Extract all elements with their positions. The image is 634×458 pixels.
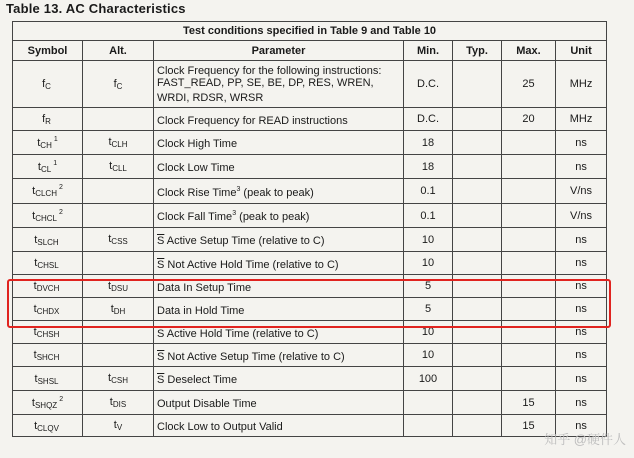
parameter-overbar-signal: $\overline{S}$	[157, 235, 165, 247]
typ-cell	[453, 204, 502, 228]
symbol-base: t	[37, 136, 41, 149]
max-cell: 25	[502, 61, 556, 108]
parameter-suffix: (peak to peak)	[240, 186, 314, 199]
parameter-text: Deselect Time	[164, 374, 238, 386]
min-column-header: Min.	[404, 41, 453, 61]
symbol-subscript: CHDX	[36, 307, 60, 316]
min-cell: 10	[404, 321, 453, 344]
unit-cell: V/ns	[556, 179, 607, 204]
parameter-footnote: 3	[236, 185, 241, 193]
alt-subscript: V	[116, 423, 123, 432]
alt-cell	[83, 391, 154, 415]
parameter-column-header: Parameter	[154, 41, 404, 61]
alt-cell	[83, 204, 154, 228]
symbol-base: t	[34, 419, 38, 432]
parameter-overbar-signal: $\overline{S}$	[157, 374, 165, 386]
table-row	[13, 204, 607, 228]
unit-cell: ns	[556, 155, 607, 179]
parameter-cell	[154, 275, 404, 298]
unit-cell: ns	[556, 131, 607, 155]
max-cell	[502, 275, 556, 298]
symbol-subscript: CH	[40, 140, 52, 150]
table-row	[13, 275, 607, 298]
table-row	[13, 344, 607, 367]
alt-cell	[83, 61, 154, 108]
parameter-cell	[154, 179, 404, 204]
alt-cell	[83, 275, 154, 298]
typ-cell	[453, 108, 502, 131]
alt-base: t	[109, 160, 113, 172]
table-row	[13, 108, 607, 131]
symbol-subscript: CLQV	[37, 423, 59, 433]
parameter-text: Clock Low Time	[157, 162, 235, 174]
table-row	[13, 415, 607, 437]
parameter-cell	[154, 298, 404, 321]
symbol-subscript: SHCH	[36, 353, 60, 362]
symbol-base: t	[33, 280, 37, 292]
max-cell	[502, 367, 556, 391]
symbol-cell	[13, 252, 83, 275]
parameter-overbar-signal: $\overline{S}$	[157, 350, 165, 363]
parameter-text: Clock Frequency for the following instructions: FAST_READ, PP, SE, BE, DP, RES, WREN, WRDI, RDSR, WRSR	[157, 64, 382, 104]
alt-subscript: DIS	[112, 400, 127, 409]
min-cell: 0.1	[404, 204, 453, 228]
symbol-cell	[13, 108, 83, 131]
parameter-text: Not Active Setup Time (relative to C)	[164, 350, 345, 363]
max-cell	[502, 252, 556, 275]
parameter-cell	[154, 155, 404, 179]
column-header-row	[13, 41, 607, 61]
symbol-base: f	[42, 78, 46, 90]
symbol-cell	[13, 61, 83, 108]
alt-cell	[83, 367, 154, 391]
symbol-base: f	[42, 113, 46, 125]
typ-cell	[453, 298, 502, 321]
symbol-cell	[13, 179, 83, 204]
alt-cell	[83, 131, 154, 155]
symbol-subscript: SHSL	[37, 376, 59, 386]
symbol-footnote: 2	[58, 208, 63, 216]
unit-cell: ns	[556, 252, 607, 275]
typ-cell	[453, 275, 502, 298]
alt-base: t	[108, 279, 112, 292]
alt-column-header: Alt.	[83, 41, 154, 61]
parameter-cell	[154, 61, 404, 108]
symbol-subscript: C	[45, 82, 51, 91]
ac-characteristics-table	[12, 21, 607, 437]
min-cell: 18	[404, 155, 453, 179]
conditions-row	[13, 22, 607, 41]
unit-cell: V/ns	[556, 204, 607, 228]
symbol-cell	[13, 131, 83, 155]
symbol-subscript: CHSL	[37, 261, 59, 270]
symbol-footnote: 2	[58, 184, 63, 191]
symbol-subscript: SLCH	[37, 237, 59, 247]
parameter-cell	[154, 108, 404, 131]
parameter-text: Clock Rise Time	[157, 186, 237, 199]
parameter-text: Clock Fall Time	[157, 211, 233, 223]
typ-column-header: Typ.	[453, 41, 502, 61]
parameter-text: Data In Setup Time	[157, 281, 252, 294]
symbol-base: t	[33, 326, 37, 338]
max-cell	[502, 298, 556, 321]
symbol-base: t	[32, 209, 36, 222]
alt-cell	[83, 179, 154, 204]
symbol-base: t	[34, 372, 38, 385]
parameter-cell	[154, 252, 404, 275]
unit-cell: ns	[556, 298, 607, 321]
max-cell: 20	[502, 108, 556, 131]
symbol-cell	[13, 321, 83, 344]
min-cell: 5	[404, 275, 453, 298]
alt-cell	[83, 252, 154, 275]
parameter-text: Output Disable Time	[157, 398, 257, 410]
symbol-cell	[13, 298, 83, 321]
parameter-text: Active Setup Time (relative to C)	[164, 235, 325, 247]
alt-base: t	[110, 302, 114, 315]
alt-cell	[83, 321, 154, 344]
alt-subscript: CSS	[111, 237, 128, 246]
alt-cell	[83, 108, 154, 131]
symbol-footnote: 1	[53, 135, 58, 143]
alt-cell	[83, 155, 154, 179]
parameter-text: Active Hold Time (relative to C)	[164, 327, 319, 340]
table-row	[13, 179, 607, 204]
alt-subscript: CLL	[112, 164, 127, 173]
alt-subscript: CLH	[111, 140, 128, 149]
symbol-subscript: CHCL	[35, 213, 57, 223]
typ-cell	[453, 228, 502, 252]
table-row	[13, 252, 607, 275]
parameter-cell	[154, 391, 404, 415]
typ-cell	[453, 367, 502, 391]
max-cell	[502, 131, 556, 155]
symbol-base: t	[34, 257, 38, 269]
max-cell: 15	[502, 391, 556, 415]
table-row	[13, 298, 607, 321]
table-row	[13, 391, 607, 415]
table-row	[13, 367, 607, 391]
symbol-base: t	[33, 349, 37, 361]
symbol-subscript: DVCH	[36, 284, 60, 293]
alt-base: t	[108, 372, 112, 384]
parameter-cell	[154, 228, 404, 252]
parameter-cell	[154, 131, 404, 155]
min-cell: 10	[404, 252, 453, 275]
parameter-overbar-signal: $\overline{S}$	[157, 327, 165, 340]
unit-cell: MHz	[556, 61, 607, 108]
unit-cell: MHz	[556, 108, 607, 131]
alt-base: t	[108, 136, 112, 148]
symbol-cell	[13, 344, 83, 367]
alt-cell	[83, 298, 154, 321]
parameter-cell	[154, 367, 404, 391]
min-cell: 100	[404, 367, 453, 391]
table-title: Table 13. AC Characteristics	[6, 1, 186, 16]
min-cell: 10	[404, 344, 453, 367]
symbol-subscript: R	[45, 117, 51, 126]
unit-cell: ns	[556, 391, 607, 415]
min-cell: 18	[404, 131, 453, 155]
parameter-cell	[154, 344, 404, 367]
parameter-footnote: 3	[232, 210, 237, 217]
parameter-text: Data in Hold Time	[157, 304, 245, 317]
parameter-text: Not Active Hold Time (relative to C)	[164, 258, 339, 271]
table-row	[13, 321, 607, 344]
symbol-footnote: 1	[53, 159, 58, 167]
typ-cell	[453, 252, 502, 275]
test-conditions-header: Test conditions specified in Table 9 and Table 10	[13, 22, 607, 41]
alt-cell	[83, 415, 154, 437]
max-cell	[502, 204, 556, 228]
table-row	[13, 61, 607, 108]
symbol-base: t	[32, 185, 36, 197]
symbol-base: t	[34, 233, 38, 246]
parameter-text: Clock Frequency for READ instructions	[157, 114, 348, 127]
parameter-text: Clock High Time	[157, 138, 238, 150]
typ-cell	[453, 415, 502, 437]
table-row	[13, 131, 607, 155]
symbol-cell	[13, 204, 83, 228]
max-cell	[502, 228, 556, 252]
alt-base: t	[113, 419, 117, 431]
max-cell	[502, 155, 556, 179]
symbol-subscript: CL	[40, 164, 52, 174]
symbol-subscript: CLCH	[35, 189, 57, 198]
max-column-header: Max.	[502, 41, 556, 61]
min-cell: D.C.	[404, 108, 453, 131]
unit-cell: ns	[556, 367, 607, 391]
symbol-cell	[13, 275, 83, 298]
symbol-column-header: Symbol	[13, 41, 83, 61]
parameter-cell	[154, 415, 404, 437]
alt-base: t	[108, 233, 112, 245]
alt-subscript: CSH	[111, 376, 128, 385]
parameter-overbar-signal: $\overline{S}$	[157, 258, 165, 271]
alt-cell	[83, 228, 154, 252]
parameter-cell	[154, 321, 404, 344]
symbol-subscript: CHSH	[36, 330, 60, 339]
unit-cell: ns	[556, 275, 607, 298]
symbol-subscript: SHQZ	[34, 400, 58, 410]
symbol-base: t	[31, 396, 35, 409]
symbol-cell	[13, 155, 83, 179]
symbol-cell	[13, 391, 83, 415]
alt-base: f	[113, 77, 117, 90]
min-cell: 5	[404, 298, 453, 321]
max-cell	[502, 321, 556, 344]
unit-cell: ns	[556, 415, 607, 437]
symbol-cell	[13, 415, 83, 437]
table-row	[13, 155, 607, 179]
alt-cell	[83, 344, 154, 367]
alt-subscript: DH	[113, 306, 126, 316]
symbol-cell	[13, 228, 83, 252]
min-cell: 0.1	[404, 179, 453, 204]
parameter-cell	[154, 204, 404, 228]
max-cell	[502, 179, 556, 204]
min-cell	[404, 391, 453, 415]
watermark: 知乎 @硬件人	[544, 432, 626, 447]
typ-cell	[453, 131, 502, 155]
alt-base: t	[109, 396, 113, 408]
min-cell: 10	[404, 228, 453, 252]
table-row	[13, 228, 607, 252]
typ-cell	[453, 61, 502, 108]
max-cell	[502, 344, 556, 367]
unit-cell: ns	[556, 228, 607, 252]
typ-cell	[453, 344, 502, 367]
table-body	[13, 61, 607, 437]
symbol-base: t	[37, 160, 41, 173]
parameter-text: Clock Low to Output Valid	[157, 421, 283, 433]
parameter-suffix: (peak to peak)	[236, 211, 310, 223]
unit-cell: ns	[556, 344, 607, 367]
max-cell: 15	[502, 415, 556, 437]
unit-cell: ns	[556, 321, 607, 344]
alt-subscript: DSU	[111, 283, 128, 293]
typ-cell	[453, 391, 502, 415]
symbol-cell	[13, 367, 83, 391]
typ-cell	[453, 179, 502, 204]
min-cell	[404, 415, 453, 437]
symbol-base: t	[33, 303, 37, 315]
unit-column-header: Unit	[556, 41, 607, 61]
typ-cell	[453, 155, 502, 179]
typ-cell	[453, 321, 502, 344]
min-cell: D.C.	[404, 61, 453, 108]
symbol-footnote: 2	[59, 395, 64, 403]
alt-subscript: C	[116, 81, 123, 91]
